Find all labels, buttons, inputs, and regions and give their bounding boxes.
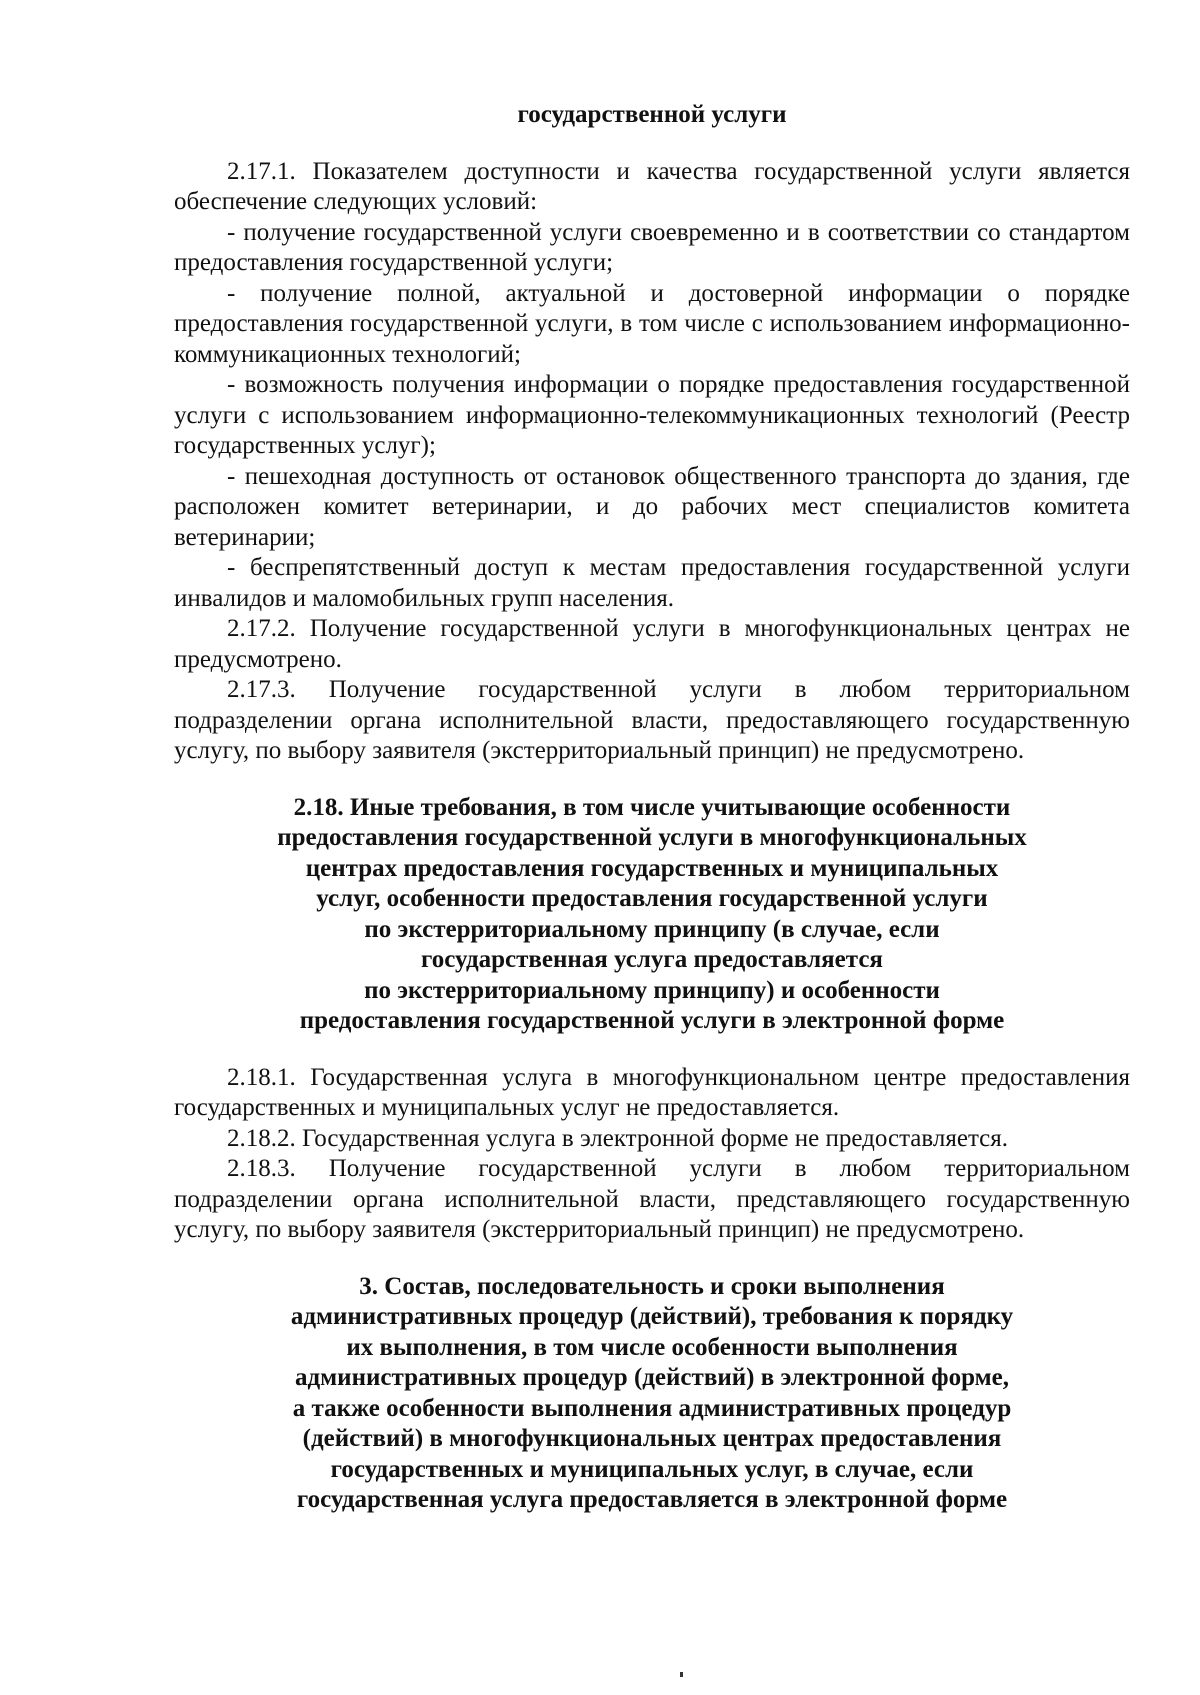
paragraph-2-17-1-item-2: - получение полной, актуальной и достоверной информации о порядке предоставления государственной услуги, в том числе с использованием информационно-коммуникационных технологий; bbox=[174, 279, 1130, 368]
heading-line: их выполнения, в том числе особенности выполнения bbox=[346, 1333, 958, 1361]
heading-line: предоставления государственной услуги в многофункциональных bbox=[277, 824, 1027, 851]
heading-line: по экстерриториальному принципу) и особенности bbox=[364, 976, 940, 1004]
heading-line: государственная услуга предоставляется bbox=[421, 946, 883, 973]
paragraph-2-17-1-item-3: - возможность получения информации о порядке предоставления государственной услуги с использованием информационно-телекоммуникационных технологий (Реестр государственных услуг); bbox=[174, 371, 1130, 459]
heading-line: административных процедур (действий) в электронной форме, bbox=[295, 1364, 1009, 1391]
document-page bbox=[174, 100, 1130, 1542]
paragraph-2-17-2: 2.17.2. Получение государственной услуги в многофункциональных центрах не предусмотрено. bbox=[174, 615, 1130, 673]
paragraph-2-17-1: 2.17.1. Показателем доступности и качества государственной услуги является обеспечение следующих условий: bbox=[174, 157, 1130, 215]
heading-line: а также особенности выполнения административных процедур bbox=[292, 1394, 1012, 1422]
section-3-heading bbox=[174, 1272, 1130, 1516]
heading-line: государственных и муниципальных услуг, в случае, если bbox=[330, 1455, 974, 1483]
section-2-17-body bbox=[174, 157, 1130, 767]
paragraph-2-18-2: 2.18.2. Государственная услуга в электронной форме не предоставляется. bbox=[227, 1124, 1009, 1152]
paragraph-2-17-1-item-4: - пешеходная доступность от остановок общественного транспорта до здания, где расположен комитет ветеринарии, и до рабочих мест специалистов комитета ветеринарии; bbox=[174, 462, 1130, 551]
heading-line: государственная услуга предоставляется в электронной форме bbox=[296, 1486, 1008, 1513]
heading-line: (действий) в многофункциональных центрах предоставления bbox=[302, 1425, 1002, 1452]
scan-speck bbox=[680, 1672, 683, 1677]
paragraph-2-17-3: 2.17.3. Получение государственной услуги в любом территориальном подразделении органа исполнительной власти, предоставляющего государственную услугу, по выбору заявителя (экстерриториальный принцип) не предусмотрено. bbox=[174, 676, 1130, 764]
paragraph-2-18-3: 2.18.3. Получение государственной услуги в любом территориальном подразделении органа исполнительной власти, представляющего государственную услугу, по выбору заявителя (экстерриториальный принцип) не предусмотрено. bbox=[174, 1155, 1130, 1243]
heading-line: центрах предоставления государственных и муниципальных bbox=[305, 854, 999, 882]
section-2-18-heading bbox=[174, 793, 1130, 1037]
heading-line: 3. Состав, последовательность и сроки выполнения bbox=[359, 1272, 945, 1300]
paragraph-2-17-1-item-5: - беспрепятственный доступ к местам предоставления государственной услуги инвалидов и маломобильных групп населения. bbox=[174, 554, 1130, 612]
paragraph-2-17-1-item-1: - получение государственной услуги своевременно и в соответствии со стандартом предоставления государственной услуги; bbox=[174, 218, 1130, 276]
heading-line: административных процедур (действий), требования к порядку bbox=[290, 1303, 1014, 1330]
heading-line: услуг, особенности предоставления государственной услуги bbox=[316, 885, 988, 912]
heading-line: 2.18. Иные требования, в том числе учитывающие особенности bbox=[293, 793, 1011, 821]
section-heading-top: государственной услуги bbox=[517, 101, 787, 128]
section-2-18-body bbox=[174, 1063, 1130, 1246]
heading-line: предоставления государственной услуги в электронной форме bbox=[299, 1007, 1005, 1034]
heading-line: по экстерриториальному принципу (в случае, если bbox=[364, 915, 940, 943]
paragraph-2-18-1: 2.18.1. Государственная услуга в многофункциональном центре предоставления государственных и муниципальных услуг не предоставляется. bbox=[174, 1063, 1130, 1121]
